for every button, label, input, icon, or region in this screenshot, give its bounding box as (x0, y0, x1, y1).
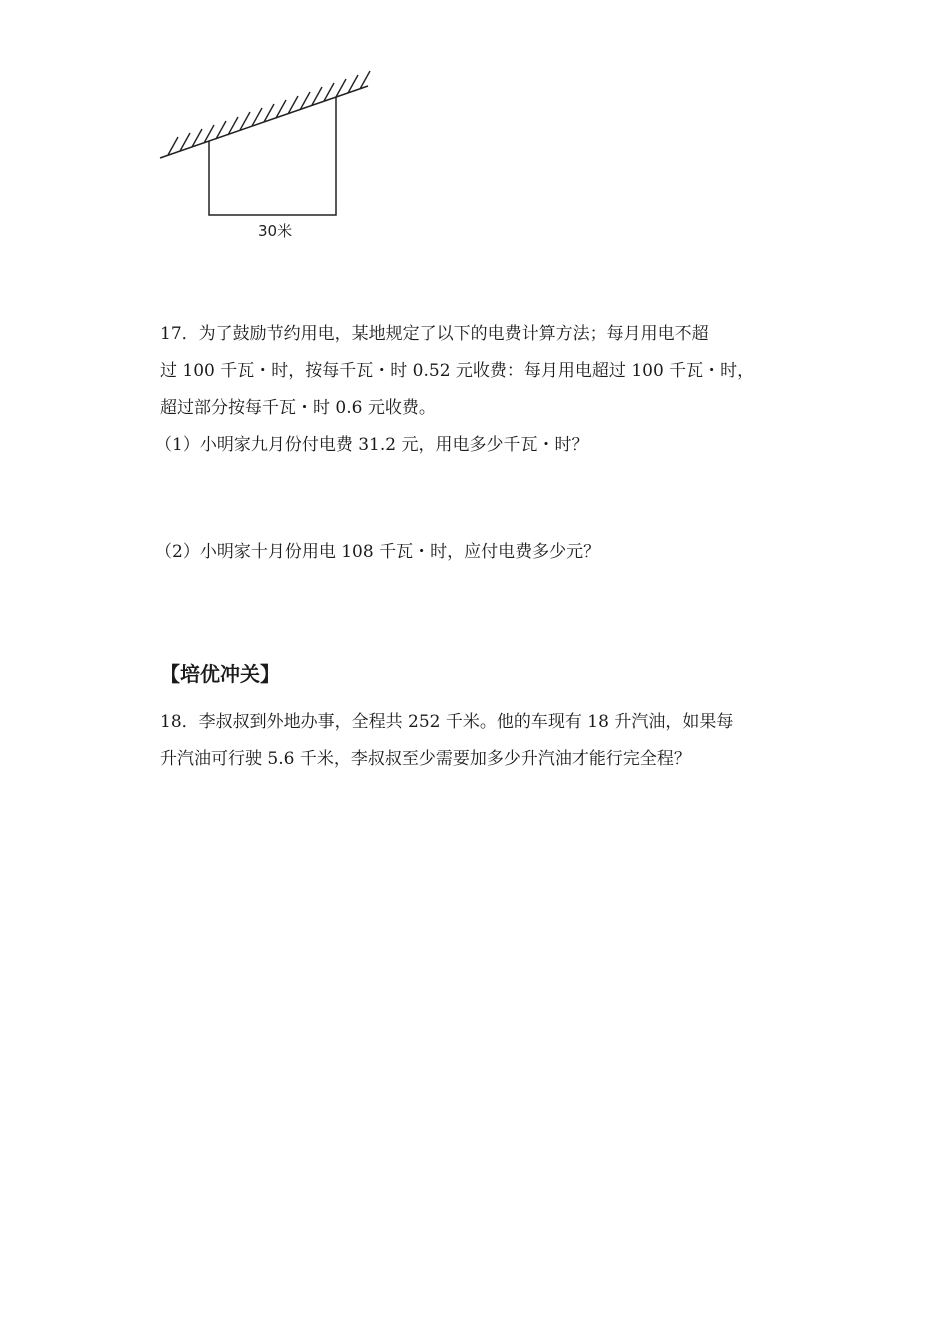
q17-line-1: 17．为了鼓励节约用电，某地规定了以下的电费计算方法；每月用电不超 (160, 324, 709, 344)
q18-line-2: 升汽油可行驶 5.6 千米，李叔叔至少需要加多少升汽油才能行完全程？ (160, 749, 691, 769)
wall-hatching (168, 71, 370, 155)
fence-rectangle (209, 97, 336, 215)
q17-subquestion-2: （2）小明家十月份用电 108 千瓦・时，应付电费多少元？ (155, 542, 601, 562)
width-label: 30米 (258, 222, 293, 240)
q17-line-2: 过 100 千瓦・时，按每千瓦・时 0.52 元收费：每月用电超过 100 千瓦・时， (160, 361, 755, 381)
q18-line-1: 18．李叔叔到外地办事，全程共 252 千米。他的车现有 18 升汽油，如果每 (160, 712, 734, 732)
section-title: 【培优冲关】 (160, 662, 280, 686)
q17-line-3: 超过部分按每千瓦・时 0.6 元收费。 (160, 398, 436, 418)
q17-subquestion-1: （1）小明家九月份付电费 31.2 元，用电多少千瓦・时？ (155, 435, 589, 455)
wall-rectangle-figure (150, 60, 390, 260)
